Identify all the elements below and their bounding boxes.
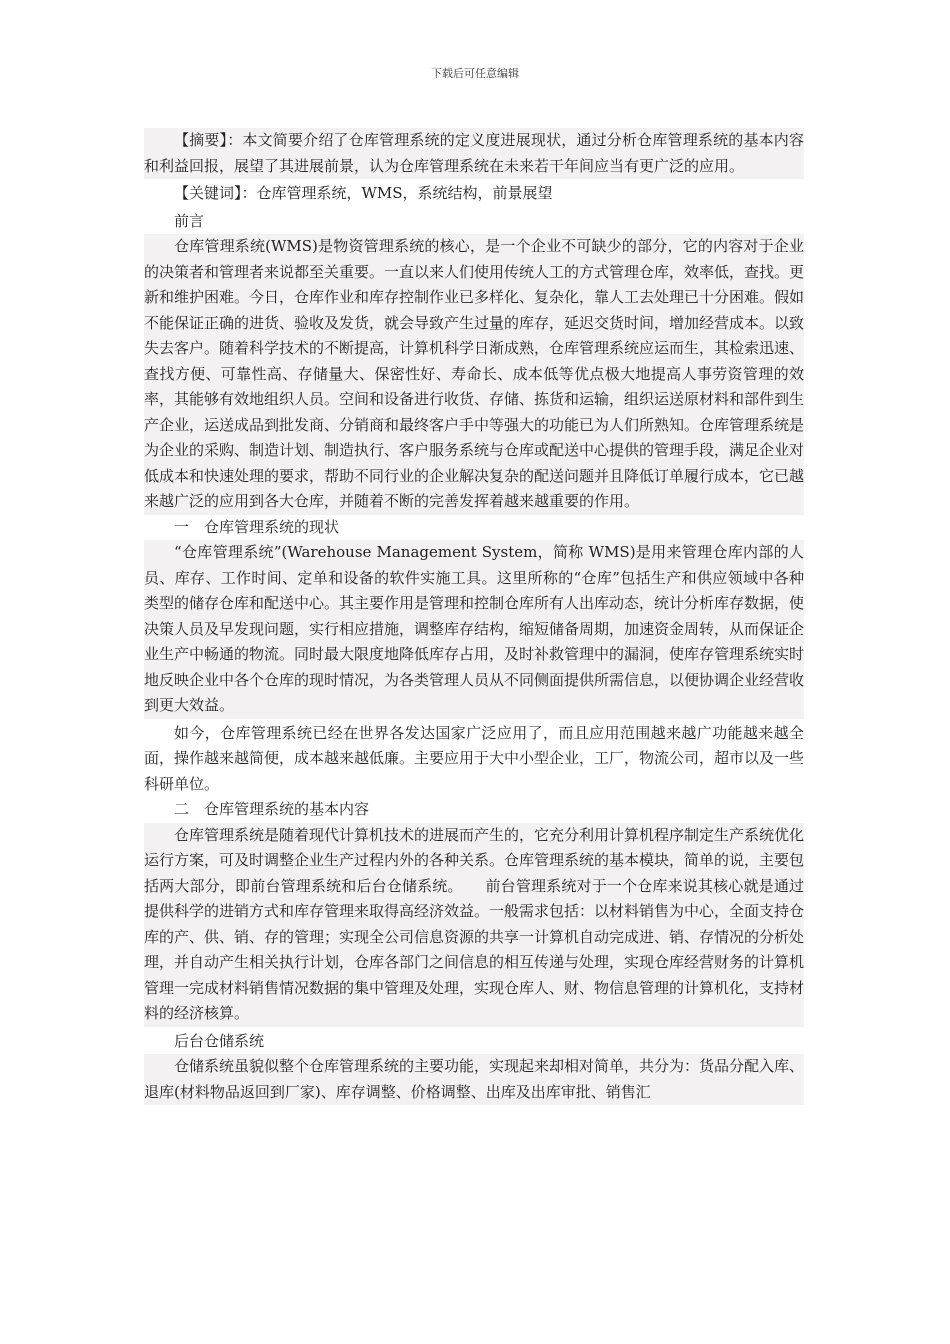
document-body xyxy=(144,128,804,1105)
section-heading-status: 一 仓库管理系统的现状 xyxy=(174,517,340,536)
section-heading-backend: 后台仓储系统 xyxy=(174,1031,265,1050)
keywords-paragraph: 【关键词】：仓库管理系统，WMS，系统结构，前景展望 xyxy=(174,184,553,202)
section-heading-basic-content: 二 仓库管理系统的基本内容 xyxy=(174,800,370,818)
status-paragraph-2: 如今，仓库管理系统已经在世界各发达国家广泛应用了，而且应用范围越来越广功能越来越全面，操作越来越简便，成本越来越低廉。主要应用于大中小型企业，工厂，物流公司，超市以及一些科研单位。 xyxy=(144,723,805,793)
abstract-paragraph: 【摘要】：本文简要介绍了仓库管理系统的定义度进展现状，通过分析仓库管理系统的基本内容和利益回报，展望了其进展前景，认为仓库管理系统在未来若干年间应当有更广泛的应用。 xyxy=(144,128,804,179)
status-paragraph-1: “仓库管理系统”(Warehouse Management System，简称 WMS)是用来管理仓库内部的人员、库存、工作时间、定单和设备的软件实施工具。这里所称的“仓库”包括生产和供应领域中各种类型的储存仓库和配送中心。其主要作用是管理和控制仓库所有人出库动态，统计分析库存数据，使决策人员及早发现问题，实行相应措施，调整库存结构，缩短储备周期，加速资金周转，从而保证企业生产中畅通的物流。同时最大限度地降低库存占用，及时补救管理中的漏洞，使库存管理系统实时地反映企业中各个仓库的现时情况，为各类管理人员从不同侧面提供所需信息，以便协调企业经营收到更大效益。 xyxy=(144,540,804,719)
page-header: 下载后可任意编辑 xyxy=(431,67,519,80)
backend-paragraph: 仓储系统虽貌似整个仓库管理系统的主要功能，实现起来却相对简单，共分为：货品分配入库、退库(材料物品返回到厂家)、库存调整、价格调整、出库及出库审批、销售汇 xyxy=(144,1054,804,1105)
section-heading-preface: 前言 xyxy=(174,211,205,230)
preface-paragraph: 仓库管理系统(WMS)是物资管理系统的核心，是一个企业不可缺少的部分，它的内容对于企业的决策者和管理者来说都至关重要。一直以来人们使用传统人工的方式管理仓库，效率低，查找。更新和维护困难。今日，仓库作业和库存控制作业已多样化、复杂化，靠人工去处理已十分困难。假如不能保证正确的进货、验收及发货，就会导致产生过量的库存，延迟交货时间，增加经营成本。以致失去客户。随着科学技术的不断提高，计算机科学日渐成熟，仓库管理系统应运而生，其检索迅速、查找方便、可靠性高、存储量大、保密性好、寿命长、成本低等优点极大地提高人事劳资管理的效率，其能够有效地组织人员。空间和设备进行收货、存储、拣货和运输，组织运送原材料和部件到生产企业，运送成品到批发商、分销商和最终客户手中等强大的功能已为人们所熟知。仓库管理系统是为企业的采购、制造计划、制造执行、客户服务系统与仓库或配送中心提供的管理手段，满足企业对低成本和快速处理的要求，帮助不同行业的企业解决复杂的配送问题并且降低订单履行成本，它已越来越广泛的应用到各大仓库，并随着不断的完善发挥着越来越重要的作用。 xyxy=(144,234,804,515)
basic-content-paragraph: 仓库管理系统是随着现代计算机技术的进展而产生的，它充分利用计算机程序制定生产系统优化运行方案，可及时调整企业生产过程内外的各种关系。仓库管理系统的基本模块，简单的说，主要包括两大部分，即前台管理系统和后台仓储系统。 前台管理系统对于一个仓库来说其核心就是通过提供科学的进销方式和库存管理来取得高经济效益。一般需求包括：以材料销售为中心，全面支持仓库的产、供、销、存的管理；实现全公司信息资源的共享一计算机自动完成进、销、存情况的分析处理，并自动产生相关执行计划，仓库各部门之间信息的相互传递与处理，实现仓库经营财务的计算机管理一完成材料销售情况数据的集中管理及处理，实现仓库人、财、物信息管理的计算机化，支持材料的经济核算。 xyxy=(144,823,804,1027)
